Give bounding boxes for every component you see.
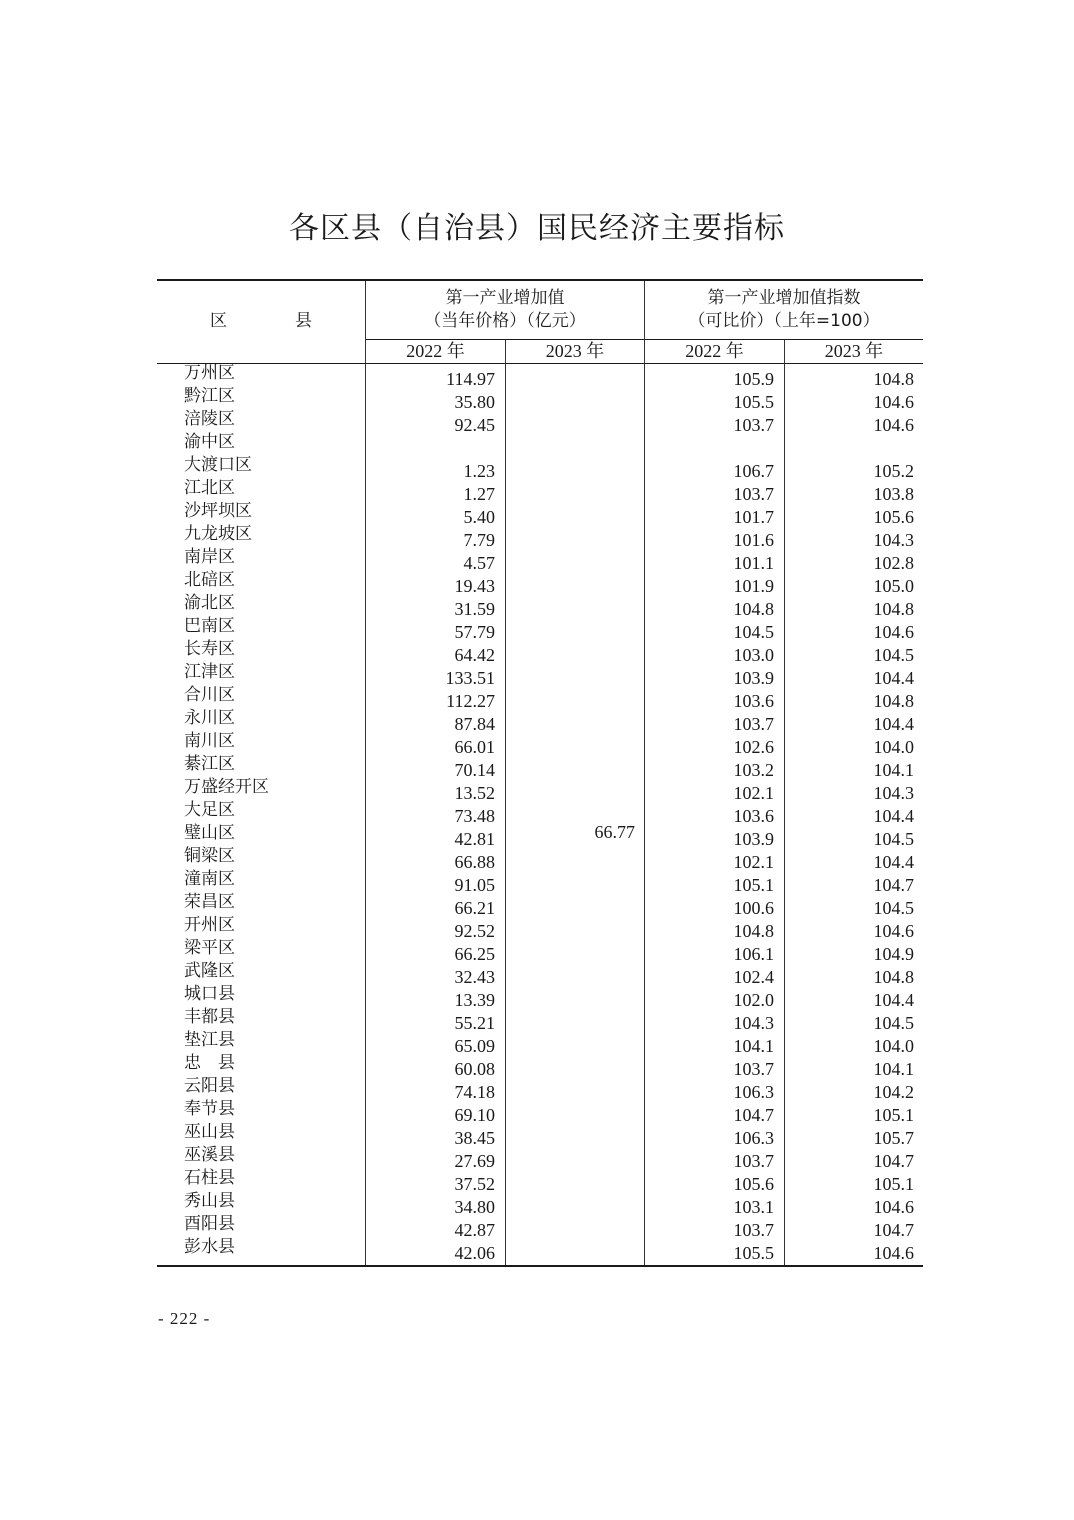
index-2022: 106.1 <box>733 944 774 964</box>
table-row <box>157 756 923 779</box>
value-2022: 5.40 <box>463 507 495 527</box>
table-row <box>157 917 923 940</box>
table-row <box>157 480 923 503</box>
header-group2-title: 第一产业增加值指数 <box>707 288 861 308</box>
index-2022: 102.6 <box>733 737 774 757</box>
index-2022: 104.1 <box>733 1036 774 1056</box>
table-row <box>157 1216 923 1239</box>
index-2022: 104.8 <box>733 599 774 619</box>
index-2022: 103.0 <box>733 645 774 665</box>
table-row <box>157 986 923 1009</box>
value-2022: 66.21 <box>454 898 495 918</box>
value-2022: 4.57 <box>463 553 495 573</box>
row-name: 酉阳县 <box>184 1214 235 1234</box>
value-2022: 13.52 <box>454 783 495 803</box>
index-2022: 105.5 <box>733 392 774 412</box>
index-2022: 103.7 <box>733 1220 774 1240</box>
index-2023: 104.6 <box>873 415 914 435</box>
header-group1 <box>366 287 644 333</box>
value-2022: 65.09 <box>454 1036 495 1056</box>
table-row <box>157 572 923 595</box>
index-2023: 104.5 <box>873 898 914 918</box>
header-group1-unit: （当年价格）（亿元） <box>424 311 586 331</box>
row-name: 大足区 <box>184 800 235 820</box>
value-2022: 19.43 <box>454 576 495 596</box>
header-group2 <box>645 287 923 333</box>
index-2022: 102.4 <box>733 967 774 987</box>
row-name: 丰都县 <box>184 1007 235 1027</box>
index-2023: 102.8 <box>873 553 914 573</box>
index-2022: 102.0 <box>733 990 774 1010</box>
index-2022: 103.9 <box>733 829 774 849</box>
table-row <box>157 1101 923 1124</box>
index-2023: 105.2 <box>873 461 914 481</box>
table-body <box>157 365 923 1262</box>
row-name: 武隆区 <box>184 961 235 981</box>
index-2023: 104.1 <box>873 760 914 780</box>
data-table <box>157 279 923 1267</box>
table-row <box>157 1239 923 1262</box>
row-name: 巫溪县 <box>184 1145 235 1165</box>
index-2023: 104.4 <box>873 990 914 1010</box>
value-2022: 66.25 <box>454 944 495 964</box>
index-2022: 105.9 <box>733 369 774 389</box>
table-row <box>157 1078 923 1101</box>
table-row <box>157 963 923 986</box>
table-row <box>157 802 923 825</box>
index-2023: 104.7 <box>873 1151 914 1171</box>
page-title: 各区县（自治县）国民经济主要指标 <box>289 211 785 246</box>
value-2022: 38.45 <box>454 1128 495 1148</box>
row-name: 渝中区 <box>184 432 235 452</box>
value-2022: 27.69 <box>454 1151 495 1171</box>
index-2022: 103.7 <box>733 1151 774 1171</box>
index-2023: 104.0 <box>873 737 914 757</box>
table-row <box>157 1009 923 1032</box>
table-row <box>157 894 923 917</box>
table-row <box>157 457 923 480</box>
table-row <box>157 825 923 848</box>
index-2023: 105.7 <box>873 1128 914 1148</box>
index-2022: 106.3 <box>733 1082 774 1102</box>
index-2022: 104.8 <box>733 921 774 941</box>
index-2023: 104.8 <box>873 691 914 711</box>
table-row <box>157 641 923 664</box>
row-name: 南川区 <box>184 731 235 751</box>
table-row <box>157 733 923 756</box>
index-2023: 105.1 <box>873 1174 914 1194</box>
index-2023: 104.8 <box>873 967 914 987</box>
index-2023: 104.8 <box>873 599 914 619</box>
table-row <box>157 710 923 733</box>
index-2023: 104.5 <box>873 645 914 665</box>
index-2023: 104.4 <box>873 806 914 826</box>
index-2022: 101.1 <box>733 553 774 573</box>
index-2022: 105.1 <box>733 875 774 895</box>
row-name: 铜梁区 <box>184 846 235 866</box>
row-name: 永川区 <box>184 708 235 728</box>
row-name: 北碚区 <box>184 570 235 590</box>
row-name: 垫江县 <box>184 1030 235 1050</box>
table-row <box>157 595 923 618</box>
index-2023: 104.0 <box>873 1036 914 1056</box>
index-2023: 104.4 <box>873 668 914 688</box>
row-name: 合川区 <box>184 685 235 705</box>
table-row <box>157 503 923 526</box>
index-2023: 104.3 <box>873 783 914 803</box>
index-2022: 106.7 <box>733 461 774 481</box>
index-2022: 103.7 <box>733 714 774 734</box>
table-row <box>157 871 923 894</box>
header-year: 2022 年 <box>685 341 744 361</box>
value-2022: 73.48 <box>454 806 495 826</box>
value-2022: 42.06 <box>454 1243 495 1263</box>
table-row <box>157 434 923 457</box>
index-2023: 104.7 <box>873 1220 914 1240</box>
table-row <box>157 664 923 687</box>
table-row <box>157 848 923 871</box>
index-2022: 104.7 <box>733 1105 774 1125</box>
row-name: 巴南区 <box>184 616 235 636</box>
row-name: 黔江区 <box>184 386 235 406</box>
index-2022: 104.3 <box>733 1013 774 1033</box>
table-row <box>157 549 923 572</box>
merged-2023-value: 66.77 <box>594 822 635 842</box>
value-2022: 66.88 <box>454 852 495 872</box>
value-2022: 92.52 <box>454 921 495 941</box>
table-row <box>157 1055 923 1078</box>
row-name: 大渡口区 <box>184 455 252 475</box>
table-row <box>157 1124 923 1147</box>
row-name: 长寿区 <box>184 639 235 659</box>
index-2022: 103.9 <box>733 668 774 688</box>
value-2022: 37.52 <box>454 1174 495 1194</box>
value-2022: 92.45 <box>454 415 495 435</box>
index-2023: 104.6 <box>873 622 914 642</box>
table-row <box>157 1032 923 1055</box>
index-2023: 104.4 <box>873 852 914 872</box>
index-2022: 102.1 <box>733 783 774 803</box>
row-name: 涪陵区 <box>184 409 235 429</box>
row-name: 石柱县 <box>184 1168 235 1188</box>
index-2022: 103.7 <box>733 484 774 504</box>
value-2022: 31.59 <box>454 599 495 619</box>
index-2022: 104.5 <box>733 622 774 642</box>
index-2023: 104.6 <box>873 392 914 412</box>
row-name: 万盛经开区 <box>184 777 269 797</box>
row-name: 开州区 <box>184 915 235 935</box>
row-name: 城口县 <box>184 984 235 1004</box>
header-year: 2023 年 <box>545 341 605 361</box>
index-2023: 104.3 <box>873 530 914 550</box>
row-name: 万州区 <box>184 363 235 383</box>
table-row <box>157 388 923 411</box>
value-2022: 74.18 <box>454 1082 495 1102</box>
table-row <box>157 779 923 802</box>
header-year: 2023 年 <box>824 341 884 361</box>
table-row <box>157 1147 923 1170</box>
index-2022: 100.6 <box>733 898 774 918</box>
page-number: - 222 - <box>158 1309 211 1328</box>
index-2022: 103.7 <box>733 1059 774 1079</box>
row-name: 江北区 <box>184 478 235 498</box>
row-name: 巫山县 <box>184 1122 235 1142</box>
table-row <box>157 1193 923 1216</box>
row-name: 沙坪坝区 <box>184 501 252 521</box>
header-bottom-rule <box>157 363 923 364</box>
table-row <box>157 526 923 549</box>
value-2022: 114.97 <box>446 369 495 389</box>
index-2023: 104.9 <box>873 944 914 964</box>
row-name: 綦江区 <box>184 754 235 774</box>
value-2022: 1.23 <box>463 461 495 481</box>
header-year: 2022 年 <box>406 341 465 361</box>
row-name: 江津区 <box>184 662 235 682</box>
value-2022: 42.81 <box>454 829 495 849</box>
table-row <box>157 618 923 641</box>
table-row <box>157 687 923 710</box>
table-row <box>157 940 923 963</box>
value-2022: 66.01 <box>454 737 495 757</box>
value-2022: 13.39 <box>454 990 495 1010</box>
index-2023: 105.6 <box>873 507 914 527</box>
value-2022: 34.80 <box>454 1197 495 1217</box>
value-2022: 42.87 <box>454 1220 495 1240</box>
index-2023: 103.8 <box>873 484 914 504</box>
value-2022: 64.42 <box>454 645 495 665</box>
index-2023: 104.6 <box>873 1197 914 1217</box>
index-2023: 104.4 <box>873 714 914 734</box>
value-2022: 91.05 <box>454 875 495 895</box>
index-2023: 104.1 <box>873 1059 914 1079</box>
index-2023: 104.6 <box>873 921 914 941</box>
row-name: 秀山县 <box>184 1191 235 1211</box>
row-name: 璧山区 <box>184 823 235 843</box>
row-name: 忠 县 <box>184 1053 235 1073</box>
row-name: 九龙坡区 <box>184 524 252 544</box>
value-2022: 133.51 <box>445 668 495 688</box>
value-2022: 55.21 <box>454 1013 495 1033</box>
value-2022: 7.79 <box>463 530 495 550</box>
table-top-rule <box>157 279 923 281</box>
value-2022: 69.10 <box>454 1105 495 1125</box>
index-2022: 103.6 <box>733 806 774 826</box>
index-2023: 104.5 <box>873 1013 914 1033</box>
table-row <box>157 1170 923 1193</box>
row-name: 彭水县 <box>184 1237 235 1257</box>
row-name: 渝北区 <box>184 593 235 613</box>
value-2022: 112.27 <box>446 691 495 711</box>
table-row <box>157 365 923 388</box>
index-2022: 105.5 <box>733 1243 774 1263</box>
header-group1-title: 第一产业增加值 <box>445 288 565 308</box>
row-name: 奉节县 <box>184 1099 235 1119</box>
index-2023: 104.8 <box>873 369 914 389</box>
row-name: 荣昌区 <box>184 892 235 912</box>
index-2022: 106.3 <box>733 1128 774 1148</box>
table-bottom-rule <box>157 1265 923 1267</box>
value-2022: 1.27 <box>463 484 495 504</box>
index-2023: 105.0 <box>873 576 914 596</box>
header-region: 区 县 <box>210 311 312 331</box>
index-2022: 101.6 <box>733 530 774 550</box>
index-2023: 104.5 <box>873 829 914 849</box>
header-group2-unit: （可比价）（上年=100） <box>688 311 880 331</box>
row-name: 南岸区 <box>184 547 235 567</box>
value-2022: 70.14 <box>454 760 495 780</box>
row-name: 云阳县 <box>184 1076 235 1096</box>
index-2023: 105.1 <box>873 1105 914 1125</box>
table-row <box>157 411 923 434</box>
index-2022: 105.6 <box>733 1174 774 1194</box>
index-2023: 104.2 <box>873 1082 914 1102</box>
index-2022: 103.2 <box>733 760 774 780</box>
index-2023: 104.7 <box>873 875 914 895</box>
index-2022: 103.7 <box>733 415 774 435</box>
value-2022: 32.43 <box>454 967 495 987</box>
row-name: 潼南区 <box>184 869 235 889</box>
index-2022: 102.1 <box>733 852 774 872</box>
row-name: 梁平区 <box>184 938 235 958</box>
index-2022: 101.7 <box>733 507 774 527</box>
index-2023: 104.6 <box>873 1243 914 1263</box>
value-2022: 35.80 <box>454 392 495 412</box>
value-2022: 87.84 <box>454 714 495 734</box>
index-2022: 103.1 <box>733 1197 774 1217</box>
value-2022: 60.08 <box>454 1059 495 1079</box>
index-2022: 103.6 <box>733 691 774 711</box>
index-2022: 101.9 <box>733 576 774 596</box>
value-2022: 57.79 <box>454 622 495 642</box>
